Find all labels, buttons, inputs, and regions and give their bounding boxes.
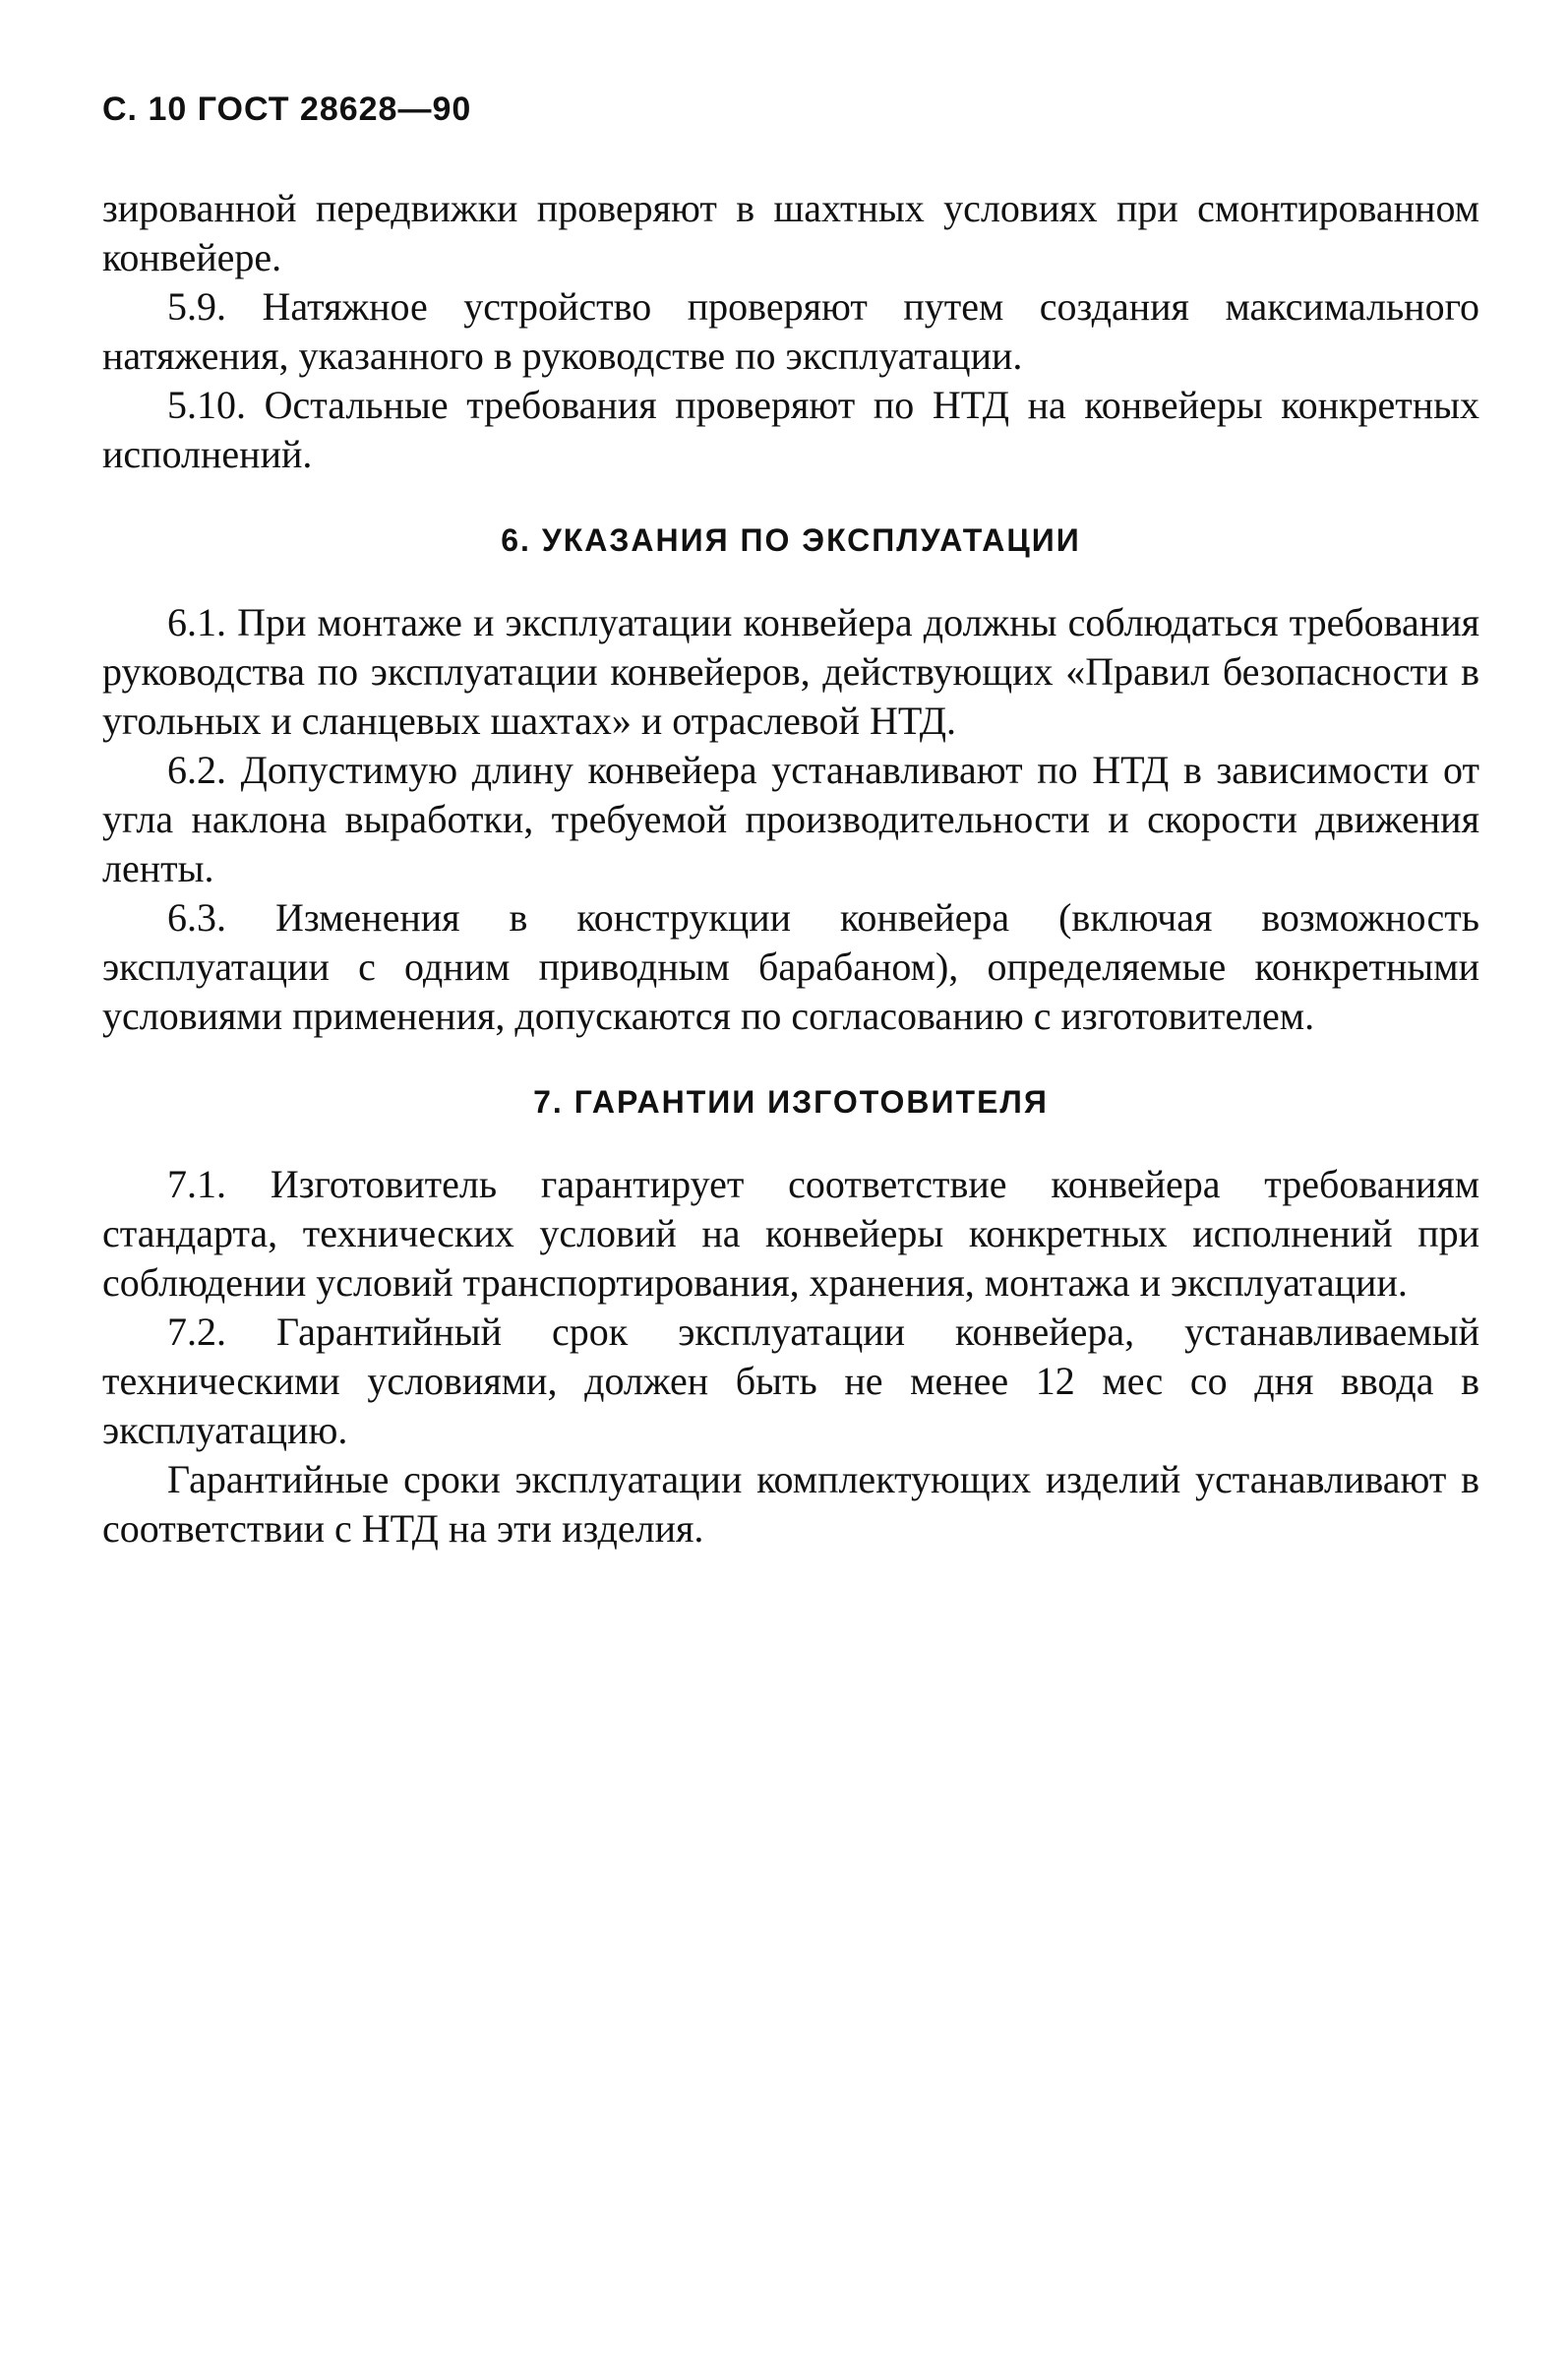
section-6-heading: 6. УКАЗАНИЯ ПО ЭКСПЛУАТАЦИИ — [501, 522, 1081, 558]
paragraph-continuation: зированной передвижки проверяют в шахтных условиях при смонтированном конвейере. — [102, 186, 1479, 279]
section-7-heading: 7. ГАРАНТИИ ИЗГОТОВИТЕЛЯ — [533, 1084, 1049, 1120]
document-page — [102, 91, 1479, 1554]
paragraph-warranty-components: Гарантийные сроки эксплуатации комплектующих изделий устанавливают в соответствии с НТД на эти изделия. — [102, 1457, 1479, 1551]
paragraph-6-1: 6.1. При монтаже и эксплуатации конвейера должны соблюдаться требования руководства по эксплуатации конвейеров, действующих «Правил безопасности в угольных и сланцевых шахтах» и отраслевой НТД. — [102, 600, 1479, 743]
paragraph-5-10: 5.10. Остальные требования проверяют по НТД на конвейеры конкретных исполнений. — [102, 383, 1479, 476]
paragraph-7-2: 7.2. Гарантийный срок эксплуатации конвейера, устанавливаемый техническими условиями, должен быть не менее 12 мес со дня ввода в эксплуатацию. — [102, 1310, 1479, 1452]
paragraph-7-1: 7.1. Изготовитель гарантирует соответствие конвейера требованиям стандарта, технических условий на конвейеры конкретных исполнений при соблюдении условий транспортирования, хранения, монтажа и эксплуатации. — [102, 1162, 1479, 1305]
paragraph-5-9: 5.9. Натяжное устройство проверяют путем создания максимального натяжения, указанного в руководстве по эксплуатации. — [102, 284, 1479, 378]
paragraph-6-3: 6.3. Изменения в конструкции конвейера (включая возможность эксплуатации с одним приводным барабаном), определяемые конкретными условиями применения, допускаются по согласованию с изготовителем. — [102, 895, 1479, 1038]
page-header: С. 10 ГОСТ 28628—90 — [102, 91, 472, 128]
paragraph-6-2: 6.2. Допустимую длину конвейера устанавливают по НТД в зависимости от угла наклона выработки, требуемой производительности и скорости движения ленты. — [102, 748, 1479, 890]
